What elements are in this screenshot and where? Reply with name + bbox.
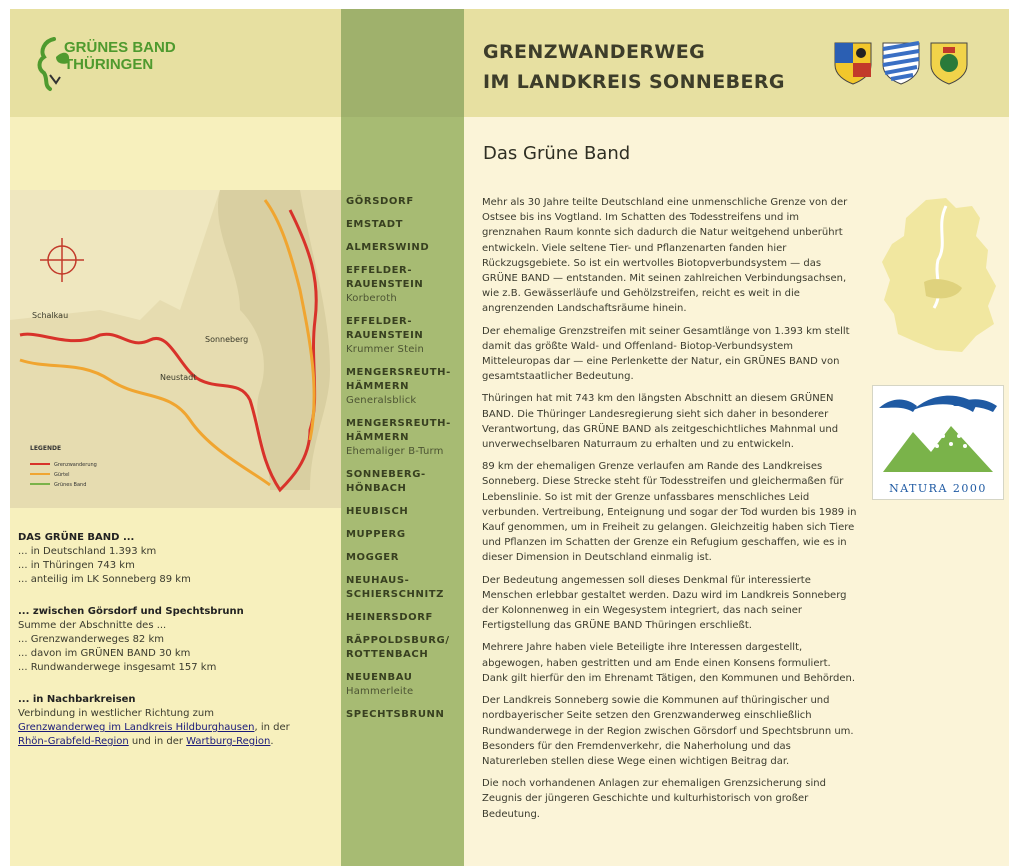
site-logo[interactable] [36,35,206,95]
nav-item-sublabel: Krummer Stein [346,344,425,355]
nav-item-mogger[interactable] [346,551,462,565]
nav-item-effelder-korberoth[interactable] [346,264,462,306]
facts-heading-1: DAS GRÜNE BAND ... [18,532,135,543]
neighbors-text-4: . [270,736,274,747]
crest-3-icon [929,41,969,85]
nav-item-sonneberg-hoenbach[interactable] [346,468,462,496]
nav-item-label: EFFELDER-RAUENSTEIN [346,316,424,341]
nav-item-heubisch[interactable] [346,505,462,519]
content-paragraph: Die noch vorhandenen Anlagen zur ehemaligen Grenzsicherung sind Zeugnis der jüngeren Geschichte und kulturhistorisch von großer Bedeutung. [482,778,826,820]
map-label-sonneberg: Sonneberg [205,335,249,344]
nav-item-goersdorf[interactable] [346,195,462,209]
facts-line: ... anteilig im LK Sonneberg 89 km [18,574,191,585]
link-rhoen-grabfeld[interactable]: Rhön-Grabfeld-Region [18,736,129,747]
nav-item-label: MOGGER [346,552,399,563]
nav-item-label: MUPPERG [346,529,406,540]
map-legend-title: LEGENDE [30,445,62,452]
natura-2000-label: NATURA 2000 [889,482,987,495]
nav-item-label: NEUENBAU [346,672,413,683]
nav-item-mengersreuth-b-turm[interactable] [346,417,462,459]
map-label-schalkau: Schalkau [32,311,69,320]
nav-item-label: HEUBISCH [346,506,409,517]
crests [833,41,969,85]
natura-2000-icon [873,386,1003,476]
nav-item-raeppoldsburg-rottenbach[interactable] [346,634,462,662]
content-paragraph: Der Landkreis Sonneberg sowie die Kommunen auf thüringischer und nordbayerischer Seite setzen den Grenzwanderweg einschließlich Rundwanderwege in der Region zwischen Görsdorf und Spechtsbrunn um. Besonders für den Fremdenverkehr, die Naherholung und das Naturerleben stellen diese Wege einen wichtigen Beitrag dar. [482,695,854,767]
nav-column-header [341,9,464,117]
content-paragraph: Der Bedeutung angemessen soll dieses Denkmal für interessierte Menschen erlebbar gestaltet werden. Dazu wird im Landkreis Sonneberg der Kolonnenweg in ein Wegesystem integriert, das nach seiner Fertigstellung das GRÜNE BAND Thüringen erschließt. [482,574,847,632]
facts-heading-2: ... zwischen Görsdorf und Spechtsbrunn [18,606,244,617]
nav-item-spechtsbrunn[interactable] [346,708,462,722]
content-title: Das Grüne Band [483,143,631,164]
natura-2000-logo[interactable] [872,385,1004,500]
map-legend-item-3: Grünes Band [54,482,87,488]
facts-line: ... Grenzwanderweges 82 km [18,634,165,645]
nav-item-label: EFFELDER-RAUENSTEIN [346,265,424,290]
nav-item-sublabel: Generalsblick [346,395,417,406]
nav-item-label: MENGERSREUTH-HÄMMERN [346,367,451,392]
nav-item-neuenbau-hammerleite[interactable] [346,671,462,699]
nav-item-sublabel: Korberoth [346,293,397,304]
facts-heading-3: ... in Nachbarkreisen [18,694,136,705]
nav-item-sublabel: Ehemaliger B-Turm [346,446,444,457]
nav-item-label: EMSTADT [346,219,404,230]
content-paragraph: Mehr als 30 Jahre teilte Deutschland eine unmenschliche Grenze von der Ostsee bis ins Vogtland. Im Schatten des Todesstreifens und im grenznahen Raum konnte sich dadurch die Natur weitgehend unberührt entwickeln. Viele seltene Tier- und Pflanzenarten fanden hier Rückzugsgebiete. So ist ein wertvolles Biotopverbundsystem — das GRÜNE BAND — entstanden. Mit seinen zahlreichen Verbindungsachsen, wie z.B. Gewässerläufe und Gehölzstreifen, reicht es weit in die angrenzenden Landschaftsräume hinein. [482,197,848,315]
facts-line: ... Rundwanderwege insgesamt 157 km [18,662,217,673]
map-legend-item-2: Gürtel [54,472,70,478]
nav-item-sublabel: Hammerleite [346,686,414,697]
route-map-graphic [10,190,341,508]
nav-item-label: SONNEBERG-HÖNBACH [346,469,426,494]
facts-line: ... davon im GRÜNEN BAND 30 km [18,648,191,659]
nav-item-label: SPECHTSBRUNN [346,709,445,720]
crest-2-icon [881,41,921,85]
facts-panel [18,531,334,749]
neighbors-text-3: und in der [128,736,187,747]
content-body [482,195,857,829]
nav-item-heinersdorf[interactable] [346,611,462,625]
station-nav [346,195,462,731]
content-paragraph: Mehrere Jahre haben viele Beteiligte ihre Interessen dargestellt, abgewogen, haben gestritten und am Ende einen Konsens formuliert. Dank gilt hierfür den im Ehrenamt Tätigen, den Kommunen und Behörden. [482,642,855,684]
nav-item-almerswind[interactable] [346,241,462,255]
facts-line: Summe der Abschnitte des ... [18,620,167,631]
neighbors-text-2: , in der [254,722,290,733]
neighbors-text-1: Verbindung in westlicher Richtung zum [18,708,214,719]
site-title [483,37,785,97]
nav-item-emstadt[interactable] [346,218,462,232]
content-paragraph: Der ehemalige Grenzstreifen mit seiner Gesamtlänge von 1.393 km stellt damit das größte Wald- und Offenland- Biotop-Verbundsystem Mitteleuropas dar — eine Perlenkette der Natur, ein GRÜNES BAND von gesamtstaatlicher Bedeutung. [482,325,850,383]
map-label-neustadt: Neustadt [160,373,197,382]
nav-item-label: HEINERSDORF [346,612,433,623]
nav-item-mengersreuth-generalsblick[interactable] [346,366,462,408]
nav-item-effelder-krummer-stein[interactable] [346,315,462,357]
nav-item-mupperg[interactable] [346,528,462,542]
content-paragraph: 89 km der ehemaligen Grenze verlaufen am Rande des Landkreises Sonneberg. Diese Strecke steht für Todesstreifen und gleichermaßen für Lebenslinie. So ist mit der Grenze unfassbares menschliches Leid verbunden. Vertreibung, Enteignung und sogar der Tod wurden bis 1989 in Kauf genommen, um in Freiheit zu gelangen. Gleichzeitig haben sich Tiere und Pflanzen im Schatten der Grenze ein Refugium geschaffen, wie es in dieser Dimension in Deutschland einmalig ist. [482,461,857,564]
nav-item-label: MENGERSREUTH-HÄMMERN [346,418,451,443]
link-hildburghausen[interactable]: Grenzwanderweg im Landkreis Hildburghausen [18,722,255,733]
nav-item-label: GÖRSDORF [346,196,414,207]
map-legend-item-1: Grenzwanderung [54,462,97,468]
site-title-line1: GRENZWANDERWEG [483,41,706,63]
logo-line1: GRÜNES BAND [64,39,176,56]
site-title-line2: IM LANDKREIS SONNEBERG [483,71,785,93]
nav-item-label: ALMERSWIND [346,242,430,253]
nav-item-label: RÄPPOLDSBURG/ ROTTENBACH [346,635,450,660]
logo-line2: THÜRINGEN [64,56,154,73]
link-wartburg[interactable]: Wartburg-Region [186,736,271,747]
facts-neighbors-text [18,707,334,749]
germany-map-icon [876,196,1004,356]
facts-line: ... in Thüringen 743 km [18,560,135,571]
route-map[interactable] [10,190,341,508]
content-paragraph: Thüringen hat mit 743 km den längsten Abschnitt an diesem GRÜNEN BAND. Die Thüringer Landesregierung sieht sich daher in besonderer Verantwortung, das GRÜNE BAND als zeitgeschichtliches Mahnmal und unverwechselbaren Naturraum zu erhalten und zu entwickeln. [482,393,839,451]
crest-1-icon [833,41,873,85]
nav-item-neuhaus-schierschnitz[interactable] [346,574,462,602]
nav-item-label: NEUHAUS-SCHIERSCHNITZ [346,575,445,600]
facts-line: ... in Deutschland 1.393 km [18,546,157,557]
